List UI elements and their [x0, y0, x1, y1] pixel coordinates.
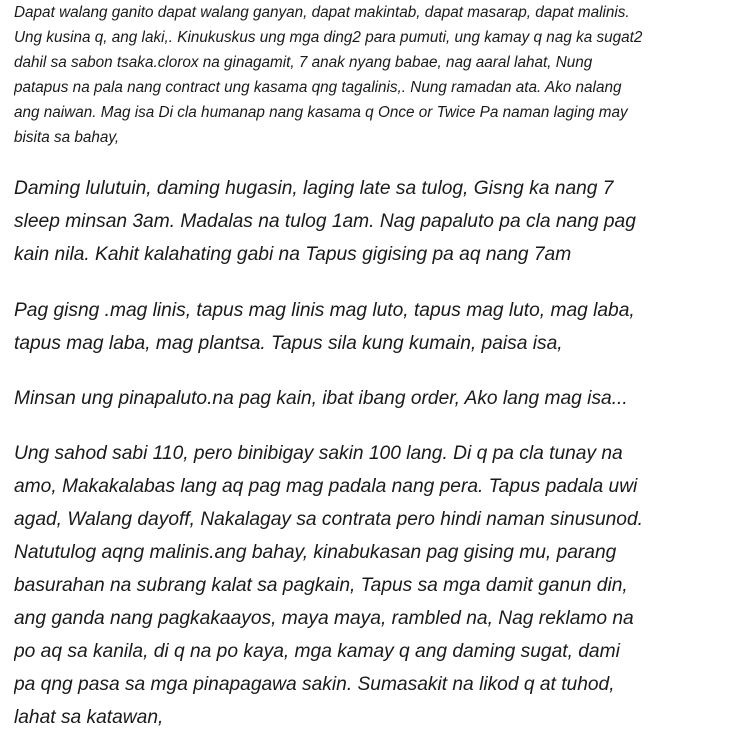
- text-line: pa qng pasa sa mga pinapagawa sakin. Sumasakit na likod q at tuhod,: [14, 674, 615, 695]
- text-line: basurahan na subrang kalat sa pagkain, Tapus sa mga damit ganun din,: [14, 575, 628, 596]
- text-line: ang ganda nang pagkakaayos, maya maya, rambled na, Nag reklamo na: [14, 608, 634, 629]
- text-line: sleep minsan 3am. Madalas na tulog 1am. Nag papaluto pa cla nang pag: [14, 211, 636, 232]
- paragraph-orders: [14, 360, 738, 415]
- paragraph-chores: [14, 271, 738, 360]
- text-line: Ung sahod sabi 110, pero binibigay sakin 100 lang. Di q pa cla tunay na: [14, 443, 623, 464]
- text-line: lahat sa katawan,: [14, 707, 164, 728]
- text-line: Ung kusina q, ang laki,. Kinukuskus ung mga ding2 para pumuti, ung kamay q nag ka sugat2: [14, 29, 643, 46]
- text-line: amo, Makakalabas lang aq pag mag padala nang pera. Tapus padala uwi: [14, 476, 638, 497]
- text-line: kain nila. Kahit kalahating gabi na Tapus gigising pa aq nang 7am: [14, 244, 572, 265]
- text-line: agad, Walang dayoff, Nakalagay sa contrata pero hindi naman sinusunod.: [14, 509, 643, 530]
- text-line: Dapat walang ganito dapat walang ganyan, dapat makintab, dapat masarap, dapat malinis.: [14, 4, 630, 21]
- text-line: dahil sa sabon tsaka.clorox na ginagamit, 7 anak nyang babae, nag aaral lahat, Nung: [14, 54, 593, 71]
- paragraph-salary: [14, 415, 738, 734]
- text-line: patapus na pala nang contract ung kasama qng tagalinis,. Nung ramadan ata. Ako nalang: [14, 79, 622, 96]
- text-line: Pag gisng .mag linis, tapus mag linis mag luto, tapus mag luto, mag laba,: [14, 300, 635, 321]
- paragraph-cooking: [14, 150, 738, 271]
- paragraph-intro: [14, 0, 738, 150]
- text-line: po aq sa kanila, di q na po kaya, mga kamay q ang daming sugat, dami: [14, 641, 620, 662]
- text-line: Minsan ung pinapaluto.na pag kain, ibat ibang order, Ako lang mag isa...: [14, 388, 628, 409]
- text-line: tapus mag laba, mag plantsa. Tapus sila kung kumain, paisa isa,: [14, 333, 563, 354]
- text-line: ang naiwan. Mag isa Di cla humanap nang kasama q Once or Twice Pa naman laging may: [14, 104, 628, 121]
- text-line: bisita sa bahay,: [14, 129, 120, 146]
- text-line: Daming lulutuin, daming hugasin, laging late sa tulog, Gisng ka nang 7: [14, 178, 614, 199]
- text-line: Natutulog aqng malinis.ang bahay, kinabukasan pag gising mu, parang: [14, 542, 617, 563]
